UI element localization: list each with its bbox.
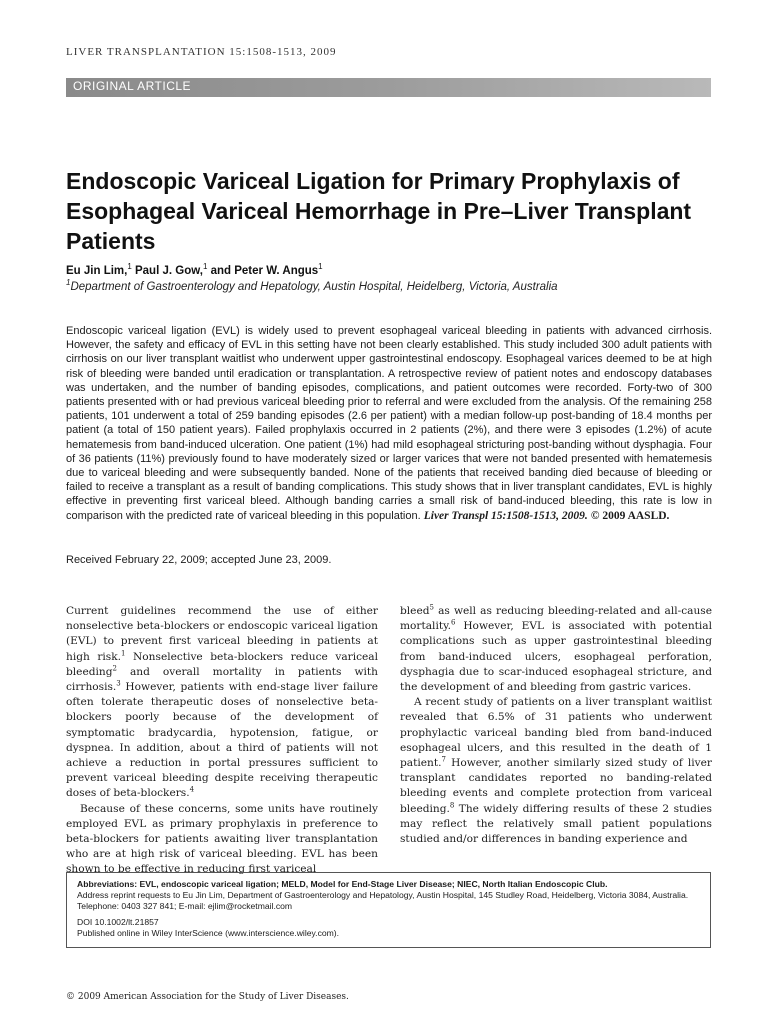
body-text: bleed (400, 605, 430, 617)
abstract-citation: Liver Transpl 15:1508-1513, 2009. (423, 509, 588, 522)
body-text: Nonselective beta-blockers reduce variceal bleeding (66, 650, 378, 678)
footnote-box (66, 872, 711, 948)
body-text: A recent study of patients on a liver transplant waitlist revealed that 6.5% of 31 patients who underwent prophylactic variceal banding bled from band-induced esophageal ulcers, and this resulted in the death of 1 patient. (400, 696, 712, 770)
body-paragraph (66, 802, 378, 878)
reference-mark: 4 (189, 785, 195, 794)
reference-mark: 6 (451, 618, 456, 627)
author-affil-mark: 1 (202, 262, 208, 271)
affiliation (66, 278, 558, 293)
affiliation-text: Department of Gastroenterology and Hepatology, Austin Hospital, Heidelberg, Victoria, Australia (70, 280, 558, 293)
body-text: However, EVL is associated with potential complications such as upper gastrointestinal bleeding from band-induced ulcers, esophageal perforation, dysphagia due to scar-induced esophageal stricture, and the development of and bleeding from gastric varices. (400, 620, 712, 694)
abstract-text: Endoscopic variceal ligation (EVL) is widely used to prevent esophageal variceal bleeding in patients with advanced cirrhosis. However, the safety and efficacy of EVL in this setting have not been clearly established. This study included 300 adult patients with cirrhosis on our liver transplant waitlist who underwent upper gastrointestinal endoscopy. Esophageal varices deemed to be at high risk of bleeding were banded until eradication or transplantation. A retrospective review of patient notes and endoscopy databases was undertaken, and the number of banding episodes, complications, and patient outcomes were recorded. Forty-two of 300 patients presented with or had previous variceal bleeding prior to referral and were excluded from the analysis. Of the remaining 258 patients, 101 underwent a total of 259 banding episodes (2.6 per patient) with a median follow-up post-banding of 18.4 months per patient (a total of 150 patient years). Failed prophylaxis occurred in 2 patients (2%), and there were 3 episodes (1.2%) of acute hematemesis from band-induced ulceration. One patient (1%) had mild esophageal stricturing post-banding without dysphagia. Four of 36 patients (11%) previously found to have moderately sized or larger varices that were not banded presented with hematemesis due to variceal bleeding and were subsequently banded. None of the patients that received banding died because of bleeding or failed to receive a transplant as a result of banding complications. This study shows that in liver transplant candidates, EVL is highly effective in preventing first variceal bleed. Although banding carries a small risk of band-induced bleeding, this rate is low in comparison with the predicted rate of variceal bleeding in this population. (66, 325, 712, 522)
abstract-copyright: © 2009 AASLD. (590, 509, 670, 522)
reference-mark: 3 (116, 679, 121, 688)
author-affil-mark: 1 (318, 262, 323, 271)
body-column-left (66, 604, 378, 878)
reference-mark: 5 (429, 603, 434, 612)
abbreviations-note: Abbreviations: EVL, endoscopic variceal ligation; MELD, Model for End-Stage Liver Disease; NIEC, North Italian Endoscopic Club. (77, 879, 608, 889)
running-header: LIVER TRANSPLANTATION 15:1508-1513, 2009 (66, 46, 337, 58)
reference-mark: 2 (112, 664, 117, 673)
body-paragraph (400, 695, 712, 847)
body-text: The widely differing results of these 2 studies may reflect the relatively small patient populations studied and/or differences in banding experience and (400, 802, 712, 846)
reference-mark: 1 (121, 649, 126, 658)
author-list (66, 262, 323, 277)
reference-mark: 7 (441, 755, 446, 764)
author-name: and Peter W. Angus (207, 264, 319, 277)
author-name: Eu Jin Lim, (66, 264, 128, 277)
publication-note: Published online in Wiley InterScience (www.interscience.wiley.com). (77, 927, 340, 938)
body-text: However, patients with end-stage liver failure often tolerate therapeutic doses of nonselective beta-blockers poorly because of the development of symptomatic bradycardia, hypotension, fatigue, or dyspnea. In addition, about a third of patients will not achieve a reduction in portal pressures sufficient to prevent variceal bleeding despite receiving therapeutic doses of beta-blockers. (66, 681, 378, 800)
author-name: Paul J. Gow, (131, 264, 203, 277)
body-text: and overall mortality in patients with cirrhosis. (66, 665, 378, 694)
body-text: Because of these concerns, some units have routinely employed EVL as primary prophylaxis in preference to beta-blockers for patients awaiting liver transplantation who are at high risk of variceal bleeding. EVL has been shown to be effective in reducing first variceal (66, 802, 378, 876)
body-text: Current guidelines recommend the use of either nonselective beta-blockers or endoscopic variceal ligation (EVL) to prevent first variceal bleeding in patients at high risk. (66, 605, 378, 663)
body-paragraph (66, 604, 378, 802)
reference-mark: 8 (449, 801, 455, 810)
author-affil-mark: 1 (127, 262, 132, 271)
body-paragraph (400, 604, 712, 695)
received-dates: Received February 22, 2009; accepted June 23, 2009. (66, 554, 332, 566)
affiliation-mark: 1 (66, 278, 71, 287)
article-title: Endoscopic Variceal Ligation for Primary Prophylaxis of Esophageal Variceal Hemorrhage in Pre–Liver Transplant Patients (66, 168, 692, 254)
doi: DOI 10.1002/lt.21857 (77, 916, 159, 927)
copyright-footer: © 2009 American Association for the Study of Liver Diseases. (66, 992, 349, 1002)
body-text: However, another similarly sized study of liver transplant candidates reported no banding-related bleeding events and complete protection from variceal bleeding. (400, 757, 712, 815)
reprint-address: Address reprint requests to Eu Jin Lim, Department of Gastroenterology and Hepatology, Austin Hospital, 145 Studley Road, Heidelberg, Victoria 3084, Australia. Telephone: 0403 327 841; E-mail: ejlim@rocketmail.com (77, 890, 689, 912)
body-column-right (400, 604, 712, 847)
section-label: ORIGINAL ARTICLE (73, 79, 192, 93)
section-band (66, 78, 711, 97)
abstract (66, 324, 712, 523)
body-text: as well as reducing bleeding-related and all-cause mortality. (400, 605, 712, 633)
